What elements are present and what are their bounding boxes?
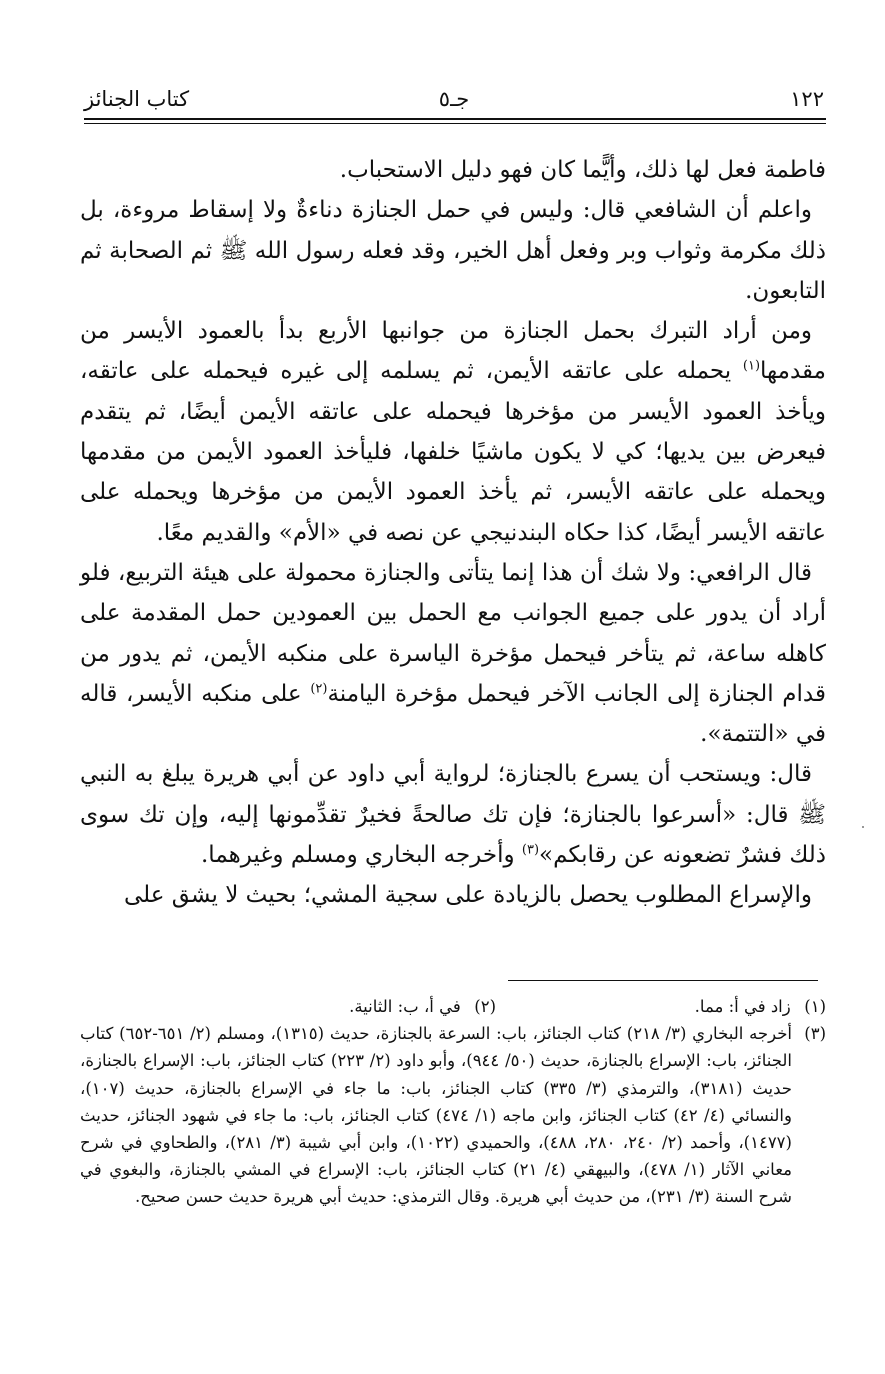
paragraph-3-text-b: يحمله على عاتقه الأيمن، ثم يسلمه إلى غيره فيحمله على عاتقه، ويأخذ العمود الأيسر من مؤخرها فيحمله على عاتقه الأيمن أيضًا، ثم يتقدم فيعرض بين يديها؛ كي لا يكون ماشيًا خلفها، فليأخذ العمود الأيمن من مقدمها ويحمله على عاتقه الأيسر، ثم يأخذ العمود الأيمن من مؤخرها ويحمله على عاتقه الأيسر أيضًا، كذا حكاه البندنيجي عن نصه في «الأم» والقديم معًا.	[80, 358, 826, 546]
paragraph-3-text-a: ومن أراد التبرك بحمل الجنازة من جوانبها الأربع بدأ بالعمود الأيسر من مقدمها	[80, 318, 826, 385]
footnote-3-number: (٣)	[804, 1024, 826, 1044]
paragraph-1-text: فاطمة فعل لها ذلك، وأيًّما كان فهو دليل الاستحباب.	[339, 157, 826, 183]
footnote-ref-3[interactable]: (٣)	[521, 842, 540, 858]
header-rule-thick	[84, 118, 826, 120]
main-text	[80, 150, 826, 916]
paragraph-6	[80, 875, 826, 915]
footnote-3-text: أخرجه البخاري (٣/ ٢١٨) كتاب الجنائز، باب: السرعة بالجنازة، حديث (١٣١٥)، ومسلم (٢/ ٦٥١-٦٥٢) كتاب الجنائز، باب: الإسراع بالجنازة، حديث (٥٠/ ٩٤٤)، وأبو داود (٢/ ٢٢٣) كتاب الجنائز، باب: الإسراع بالجنازة، حديث (٣١٨١)، والترمذي (٣/ ٣٣٥) كتاب الجنائز، باب: ما جاء في الإسراع بالجنازة، حديث (١٠٧)، والنسائي (٤/ ٤٢) كتاب الجنائز، وابن ماجه (١/ ٤٧٤) كتاب الجنائز، باب: ما جاء في شهود الجنائز، حديث (١٤٧٧)، وأحمد (٢/ ٢٤٠، ٢٨٠، ٤٨٨)، والحميدي (١٠٢٢)، وابن أبي شيبة (٣/ ٢٨١)، والطحاوي في شرح معاني الآثار (١/ ٤٧٨)، والبيهقي (٤/ ٢١) كتاب الجنائز، باب: الإسراع في المشي بالجنازة، والبغوي في شرح السنة (٣/ ٢٣١)، من حديث أبي هريرة. وقال الترمذي: حديث أبي هريرة حديث حسن صحيح.	[80, 1024, 793, 1207]
volume-label: جـ٥	[438, 87, 470, 111]
footnote-ref-2[interactable]: (٢)	[310, 681, 328, 697]
paragraph-5-text-a: قال: ويستحب أن يسرع بالجنازة؛ لرواية أبي داود عن أبي هريرة يبلغ به النبي ﷺ قال: «أسرعوا بالجنازة؛ فإن تك صالحةً فخيرٌ تقدِّمونها إليه، وإن تك سوى ذلك فشرٌ تضعونه عن رقابكم»	[80, 761, 826, 869]
paragraph-5-text-b: وأخرجه البخاري ومسلم وغيرهما.	[201, 842, 522, 869]
paragraph-4	[80, 553, 826, 754]
paragraph-4-text-b: على منكبه الأيسر، قاله في «التتمة».	[80, 680, 826, 748]
paragraph-3	[80, 311, 826, 553]
footnote-1	[496, 993, 826, 1020]
footnote-1-number: (١)	[804, 997, 826, 1016]
footnote-2-text: في أ، ب: الثانية.	[349, 997, 461, 1016]
paragraph-5	[80, 754, 826, 875]
margin-speck	[862, 826, 864, 828]
footnotes	[80, 993, 826, 1211]
paragraph-2	[80, 190, 826, 311]
footnote-ref-1[interactable]: (١)	[742, 358, 761, 374]
footnotes-row-1	[80, 993, 826, 1020]
header-rule-thin	[84, 123, 826, 124]
page-number: ١٢٢	[790, 87, 824, 111]
book-title: كتاب الجنائز	[84, 87, 190, 111]
paragraph-1	[80, 150, 826, 190]
paragraph-4-text-a: قال الرافعي: ولا شك أن هذا إنما يتأتى والجنازة محمولة على هيئة التربيع، فلو أراد أن يدور على جميع الجوانب مع الحمل بين العمودين حمل المقدمة على كاهله ساعة، ثم يتأخر فيحمل مؤخرة الياسرة على منكبه الأيمن، ثم يدور من قدام الجنازة إلى الجانب الآخر فيحمل مؤخرة اليامنة	[80, 559, 827, 707]
footnote-3	[80, 1020, 826, 1210]
footnote-1-text: زاد في أ: مما.	[694, 997, 791, 1016]
footnote-2	[349, 993, 496, 1020]
paragraph-2-text: واعلم أن الشافعي قال: وليس في حمل الجنازة دناءةٌ ولا إسقاط مروءة، بل ذلك مكرمة وثواب وبر وفعل أهل الخير، وقد فعله رسول الله ﷺ ثم الصحابة ثم التابعون.	[80, 197, 826, 304]
footnote-2-number: (٢)	[474, 997, 496, 1016]
footnote-separator	[508, 980, 818, 981]
paragraph-6-text: والإسراع المطلوب يحصل بالزيادة على سجية المشي؛ بحيث لا يشق على	[123, 882, 812, 909]
